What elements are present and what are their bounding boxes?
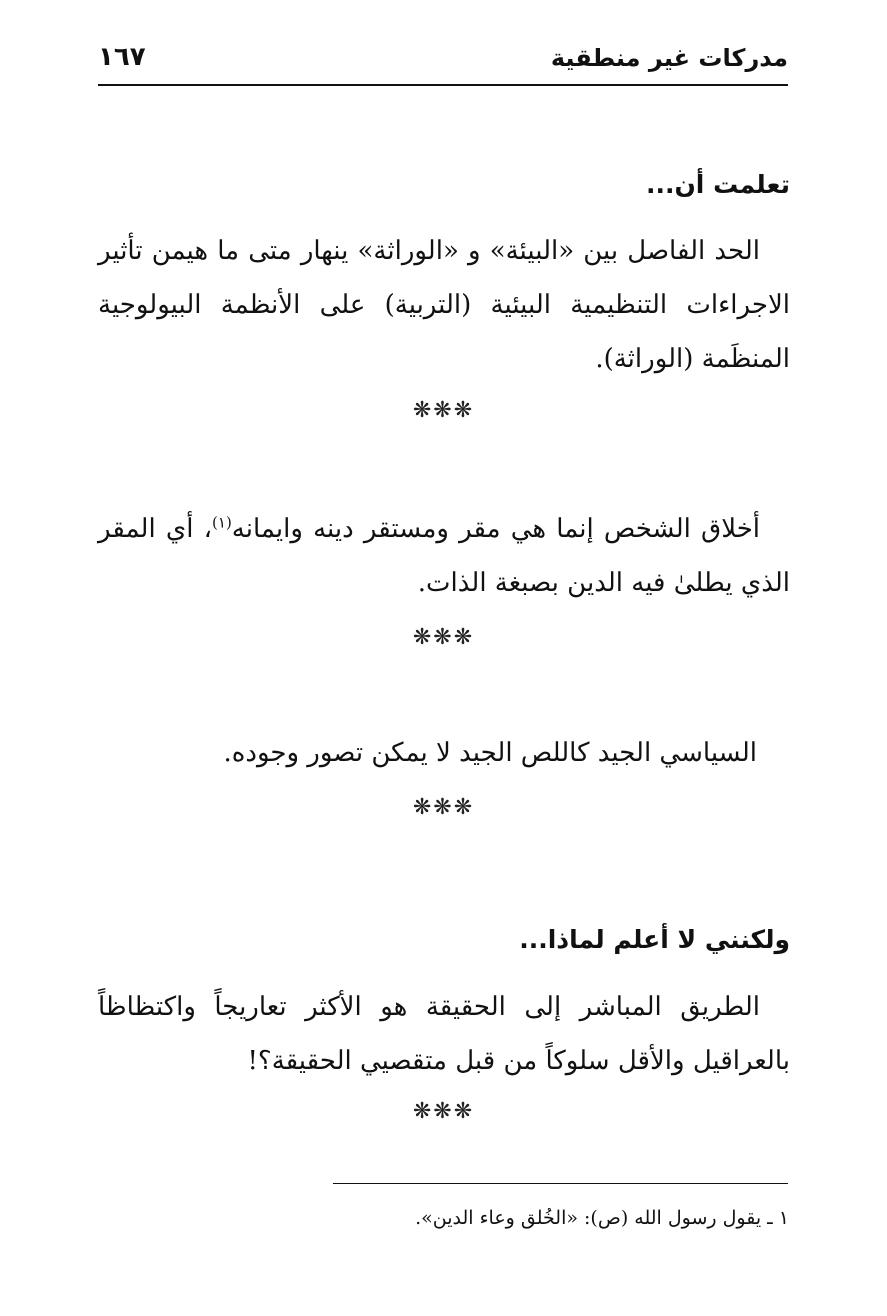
section-separator: ❋❋❋	[412, 398, 475, 423]
footnote-rule	[333, 1183, 788, 1184]
paragraph-politician: السياسي الجيد كاللص الجيد لا يمكن تصور وجوده.	[223, 738, 757, 768]
paragraph-environment-heredity: الحد الفاصل بين «البيئة» و «الوراثة» ينهار متى ما هيمن تأثير الاجراءات التنظيمية البيئية (التربية) على الأنظمة البيولوجية المنظَمة (الوراثة).	[98, 236, 790, 374]
running-title: مدركات غير منطقية	[550, 44, 788, 72]
paragraph-path-to-truth: الطريق المباشر إلى الحقيقة هو الأكثر تعاريجاً واكتظاظاً بالعراقيل والأقل سلوكاً من قبل متقصيي الحقيقة؟!	[98, 992, 790, 1076]
paragraph-morals-text: أخلاق الشخص إنما هي مقر ومستقر دينه وايمانه	[231, 514, 761, 544]
paragraph-morals	[98, 502, 790, 610]
section-heading-learned: تعلمت أن...	[645, 170, 790, 199]
page-number: ١٦٧	[98, 42, 146, 72]
section-heading-dont-know-why: ولكنني لا أعلم لماذا...	[519, 925, 790, 954]
page-header	[98, 40, 788, 86]
section-separator: ❋❋❋	[412, 795, 475, 820]
section-separator: ❋❋❋	[412, 1099, 475, 1124]
paragraph-morals-text-continued: ، أي المقر الذي يطلىٰ فيه الدين بصبغة الذات.	[98, 514, 790, 598]
section-separator: ❋❋❋	[412, 625, 475, 650]
footnote: ١ ـ يقول رسول الله (ص): «الخُلق وعاء الدين».	[415, 1207, 789, 1229]
footnote-reference: (١)	[212, 513, 232, 532]
